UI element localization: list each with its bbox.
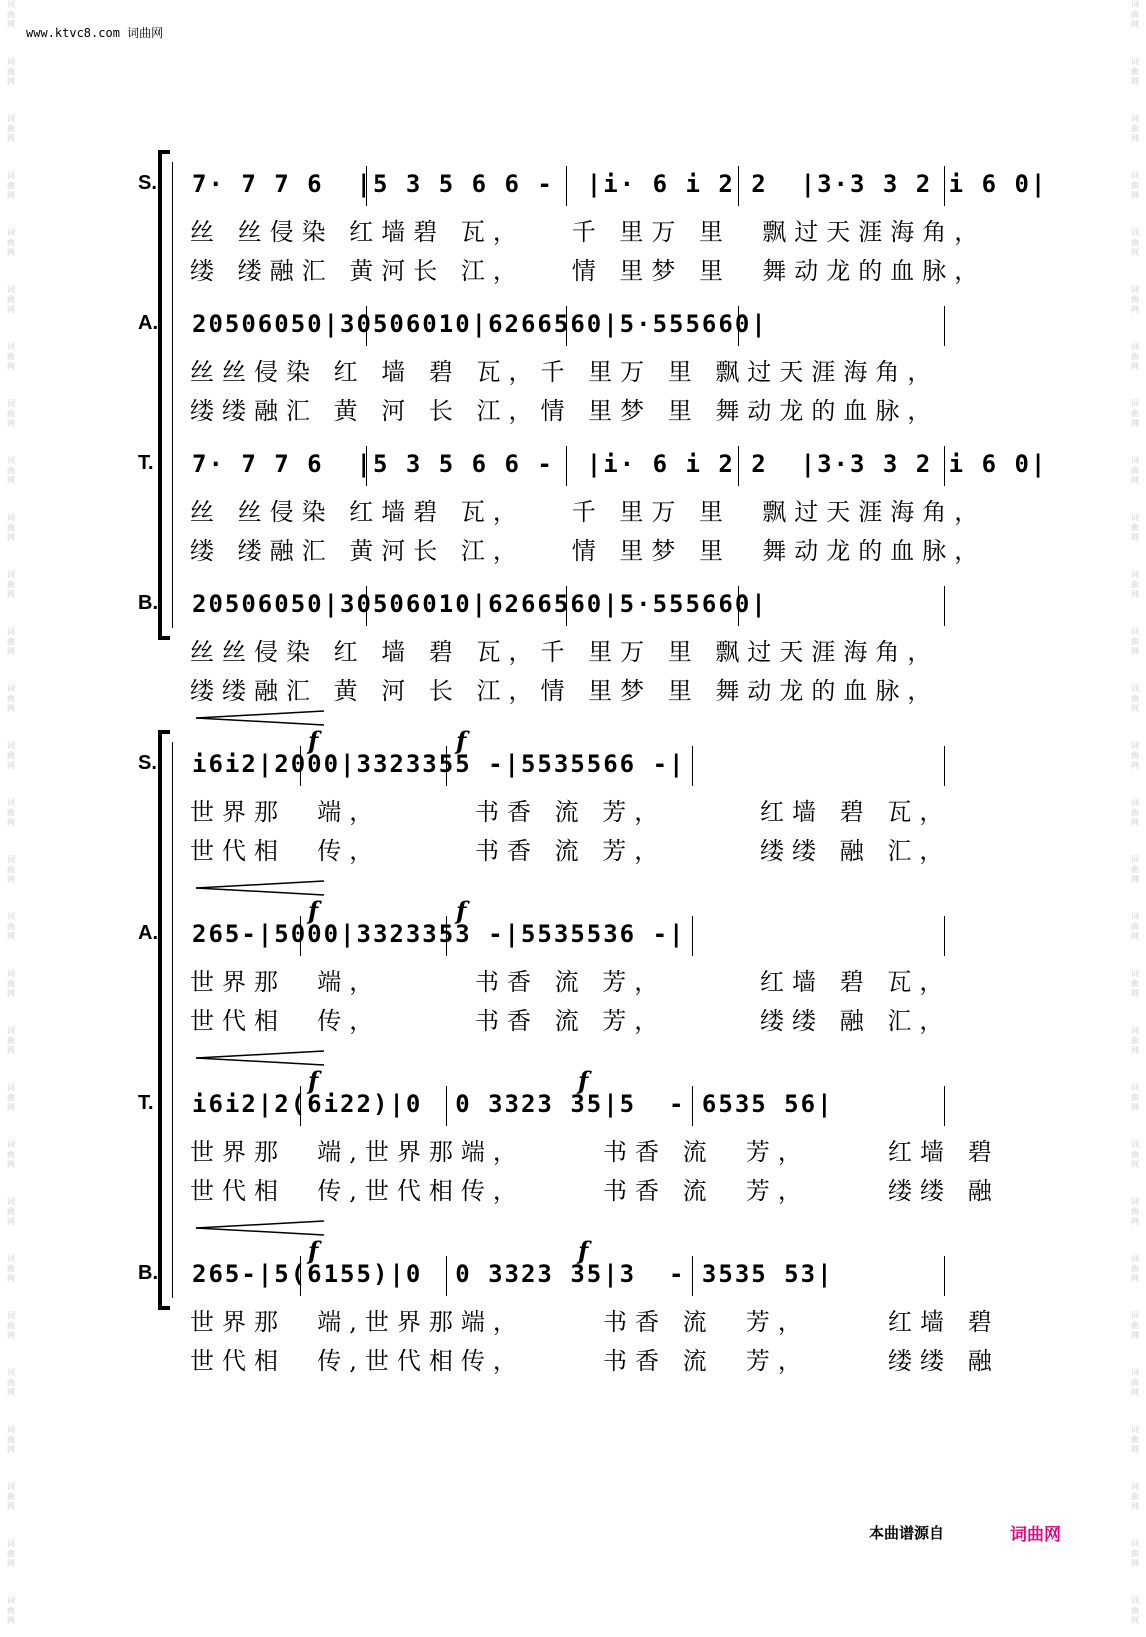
watermark-text: 词 曲 网 bbox=[7, 1368, 15, 1397]
watermark-text: 词 曲 网 bbox=[1131, 1254, 1139, 1283]
watermark-text: 词 曲 网 bbox=[1131, 0, 1139, 29]
dynamic-forte: f bbox=[308, 726, 319, 755]
barline bbox=[300, 746, 301, 786]
dynamic-forte: f bbox=[308, 1236, 319, 1265]
barline bbox=[944, 446, 945, 486]
barline bbox=[446, 1086, 447, 1126]
lyric-line: 缕 缕融汇 黄河长 江， 情 里梦 里 舞动龙的血脉， bbox=[190, 257, 987, 285]
watermark-text: 词 曲 网 bbox=[1131, 627, 1139, 656]
jianpu-notes: 20506050|30506010|6266560|5·555660| bbox=[192, 310, 768, 338]
watermark-text: 词 曲 网 bbox=[1131, 570, 1139, 599]
barline bbox=[944, 1256, 945, 1296]
barline bbox=[366, 166, 367, 206]
jianpu-notes: 7· 7 7 6 |5 3 5 6 6 - |i· 6 i 2 2 |3·3 3 2 i 6 0| bbox=[192, 170, 1048, 198]
watermark-text: 词 曲 网 bbox=[1131, 741, 1139, 770]
watermark-text: 词 曲 网 bbox=[7, 1596, 15, 1625]
barline bbox=[566, 166, 567, 206]
watermark-text: 词 曲 网 bbox=[7, 342, 15, 371]
system-bracket bbox=[158, 150, 171, 640]
watermark-text: 词 曲 网 bbox=[7, 228, 15, 257]
watermark-text: 词 曲 网 bbox=[7, 171, 15, 200]
watermark-text: 词 曲 网 bbox=[1131, 114, 1139, 143]
watermark-text: 词 曲 网 bbox=[1131, 912, 1139, 941]
watermark-text: 词 曲 网 bbox=[7, 855, 15, 884]
watermark-text: 词 曲 网 bbox=[1131, 1482, 1139, 1511]
barline bbox=[366, 586, 367, 626]
voice-label: A. bbox=[138, 922, 158, 944]
watermark-text: 词 曲 网 bbox=[1131, 1425, 1139, 1454]
barline bbox=[566, 586, 567, 626]
watermark-text: 词 曲 网 bbox=[7, 570, 15, 599]
lyric-line: 缕缕融汇 黄 河 长 江，情 里梦 里 舞动龙的血脉， bbox=[190, 397, 940, 425]
voice-label: T. bbox=[138, 452, 154, 474]
watermark-text: 词 曲 网 bbox=[1131, 456, 1139, 485]
watermark-text: 词 曲 网 bbox=[7, 114, 15, 143]
voice-label: B. bbox=[138, 592, 158, 614]
watermark-text: 词 曲 网 bbox=[7, 1083, 15, 1112]
watermark-text: 词 曲 网 bbox=[7, 513, 15, 542]
lyric-line: 丝 丝侵染 红墙碧 瓦， 千 里万 里 飘过天涯海角， bbox=[190, 218, 987, 246]
barline bbox=[738, 166, 739, 206]
watermark-text: 词 曲 网 bbox=[1131, 1596, 1139, 1625]
watermark-text: 词 曲 网 bbox=[1131, 342, 1139, 371]
lyric-line: 丝 丝侵染 红墙碧 瓦， 千 里万 里 飘过天涯海角， bbox=[190, 498, 987, 526]
watermark-text: 词 曲 网 bbox=[1131, 855, 1139, 884]
left-watermark-strip bbox=[0, 0, 22, 1637]
watermark-text: 词 曲 网 bbox=[7, 1140, 15, 1169]
watermark-text: 词 曲 网 bbox=[1131, 969, 1139, 998]
watermark-text: 词 曲 网 bbox=[7, 399, 15, 428]
lyric-line: 世代相 传,世代相传， 书香 流 芳， 缕缕 融 bbox=[190, 1347, 1000, 1375]
voice-label: S. bbox=[138, 172, 157, 194]
barline bbox=[566, 446, 567, 486]
watermark-text: 词 曲 网 bbox=[1131, 57, 1139, 86]
watermark-text: 词 曲 网 bbox=[7, 912, 15, 941]
watermark-text: 词 曲 网 bbox=[7, 684, 15, 713]
watermark-text: 词 曲 网 bbox=[7, 969, 15, 998]
watermark-text: 词 曲 网 bbox=[1131, 1140, 1139, 1169]
barline bbox=[300, 1256, 301, 1296]
barline bbox=[366, 306, 367, 346]
lyric-line: 世代相 传， 书香 流 芳， 缕缕 融 汇， bbox=[190, 837, 952, 865]
watermark-text: 词 曲 网 bbox=[7, 798, 15, 827]
crescendo-hairpin bbox=[196, 1220, 326, 1236]
lyric-line: 丝丝侵染 红 墙 碧 瓦，千 里万 里 飘过天涯海角， bbox=[190, 358, 940, 386]
watermark-text: 词 曲 网 bbox=[1131, 285, 1139, 314]
site-url: www.ktvc8.com 词曲网 bbox=[26, 26, 164, 40]
dynamic-forte: f bbox=[578, 1236, 589, 1265]
barline bbox=[944, 1086, 945, 1126]
lyric-line: 世界那 端,世界那端， 书香 流 芳， 红墙 碧 bbox=[190, 1308, 1000, 1336]
lyric-line: 世代相 传， 书香 流 芳， 缕缕 融 汇， bbox=[190, 1007, 952, 1035]
barline bbox=[944, 586, 945, 626]
dynamic-forte: f bbox=[456, 896, 467, 925]
watermark-text: 词 曲 网 bbox=[7, 627, 15, 656]
lyric-line: 世界那 端， 书香 流 芳， 红墙 碧 瓦， bbox=[190, 968, 952, 996]
voice-label: S. bbox=[138, 752, 157, 774]
barline bbox=[566, 306, 567, 346]
lyric-line: 缕缕融汇 黄 河 长 江，情 里梦 里 舞动龙的血脉， bbox=[190, 677, 940, 705]
voice-label: T. bbox=[138, 1092, 154, 1114]
dynamic-forte: f bbox=[578, 1066, 589, 1095]
crescendo-hairpin bbox=[196, 880, 326, 896]
watermark-text: 词 曲 网 bbox=[1131, 1311, 1139, 1340]
right-watermark-strip bbox=[1124, 0, 1146, 1637]
brand-link[interactable]: 词曲网 bbox=[1010, 1525, 1061, 1544]
jianpu-notes: 7· 7 7 6 |5 3 5 6 6 - |i· 6 i 2 2 |3·3 3 2 i 6 0| bbox=[192, 450, 1048, 478]
watermark-text: 词 曲 网 bbox=[7, 0, 15, 29]
crescendo-hairpin bbox=[196, 1050, 326, 1066]
lyric-line: 世界那 端,世界那端， 书香 流 芳， 红墙 碧 bbox=[190, 1138, 1000, 1166]
barline bbox=[738, 586, 739, 626]
jianpu-notes: 265-|5(6155)|0 0 3323 35|3 - 3535 53| bbox=[192, 1260, 834, 1288]
barline bbox=[446, 1256, 447, 1296]
dynamic-forte: f bbox=[308, 896, 319, 925]
system-line bbox=[172, 162, 173, 628]
watermark-text: 词 曲 网 bbox=[1131, 513, 1139, 542]
watermark-text: 词 曲 网 bbox=[7, 285, 15, 314]
jianpu-notes: 20506050|30506010|6266560|5·555660| bbox=[192, 590, 768, 618]
watermark-text: 词 曲 网 bbox=[7, 1197, 15, 1226]
system-line bbox=[172, 742, 173, 1298]
dynamic-forte: f bbox=[456, 726, 467, 755]
dynamic-forte: f bbox=[308, 1066, 319, 1095]
voice-label: B. bbox=[138, 1262, 158, 1284]
barline bbox=[300, 916, 301, 956]
barline bbox=[300, 1086, 301, 1126]
watermark-text: 词 曲 网 bbox=[1131, 684, 1139, 713]
watermark-text: 词 曲 网 bbox=[1131, 1368, 1139, 1397]
barline bbox=[944, 746, 945, 786]
watermark-text: 词 曲 网 bbox=[1131, 798, 1139, 827]
jianpu-notes: 265-|5000|3323353 -|5535536 -| bbox=[192, 920, 686, 948]
lyric-line: 丝丝侵染 红 墙 碧 瓦，千 里万 里 飘过天涯海角， bbox=[190, 638, 940, 666]
watermark-text: 词 曲 网 bbox=[1131, 171, 1139, 200]
watermark-text: 词 曲 网 bbox=[7, 741, 15, 770]
source-label: 本曲谱源自 bbox=[869, 1525, 945, 1542]
watermark-text: 词 曲 网 bbox=[7, 57, 15, 86]
barline bbox=[446, 746, 447, 786]
watermark-text: 词 曲 网 bbox=[7, 1482, 15, 1511]
watermark-text: 词 曲 网 bbox=[1131, 1539, 1139, 1568]
barline bbox=[692, 1086, 693, 1126]
lyric-line: 世界那 端， 书香 流 芳， 红墙 碧 瓦， bbox=[190, 798, 952, 826]
lyric-line: 缕 缕融汇 黄河长 江， 情 里梦 里 舞动龙的血脉， bbox=[190, 537, 987, 565]
barline bbox=[738, 446, 739, 486]
lyric-line: 世代相 传,世代相传， 书香 流 芳， 缕缕 融 bbox=[190, 1177, 1000, 1205]
barline bbox=[692, 916, 693, 956]
watermark-text: 词 曲 网 bbox=[1131, 1026, 1139, 1055]
watermark-text: 词 曲 网 bbox=[7, 456, 15, 485]
jianpu-notes: i6i2|2(6i22)|0 0 3323 35|5 - 6535 56| bbox=[192, 1090, 834, 1118]
jianpu-notes: i6i2|2000|3323355 -|5535566 -| bbox=[192, 750, 686, 778]
barline bbox=[446, 916, 447, 956]
watermark-text: 词 曲 网 bbox=[1131, 1083, 1139, 1112]
watermark-text: 词 曲 网 bbox=[1131, 228, 1139, 257]
system-bracket bbox=[158, 730, 171, 1310]
watermark-text: 词 曲 网 bbox=[7, 1254, 15, 1283]
score-system bbox=[138, 150, 1048, 705]
barline bbox=[692, 746, 693, 786]
barline bbox=[944, 306, 945, 346]
barline bbox=[738, 306, 739, 346]
watermark-text: 词 曲 网 bbox=[7, 1311, 15, 1340]
watermark-text: 词 曲 网 bbox=[1131, 1197, 1139, 1226]
barline bbox=[366, 446, 367, 486]
barline bbox=[944, 166, 945, 206]
watermark-text: 词 曲 网 bbox=[7, 1026, 15, 1055]
watermark-text: 词 曲 网 bbox=[1131, 399, 1139, 428]
voice-label: A. bbox=[138, 312, 158, 334]
crescendo-hairpin bbox=[196, 710, 326, 726]
barline bbox=[692, 1256, 693, 1296]
score-system bbox=[138, 726, 1000, 1375]
watermark-text: 词 曲 网 bbox=[7, 1539, 15, 1568]
watermark-text: 词 曲 网 bbox=[7, 1425, 15, 1454]
barline bbox=[944, 916, 945, 956]
